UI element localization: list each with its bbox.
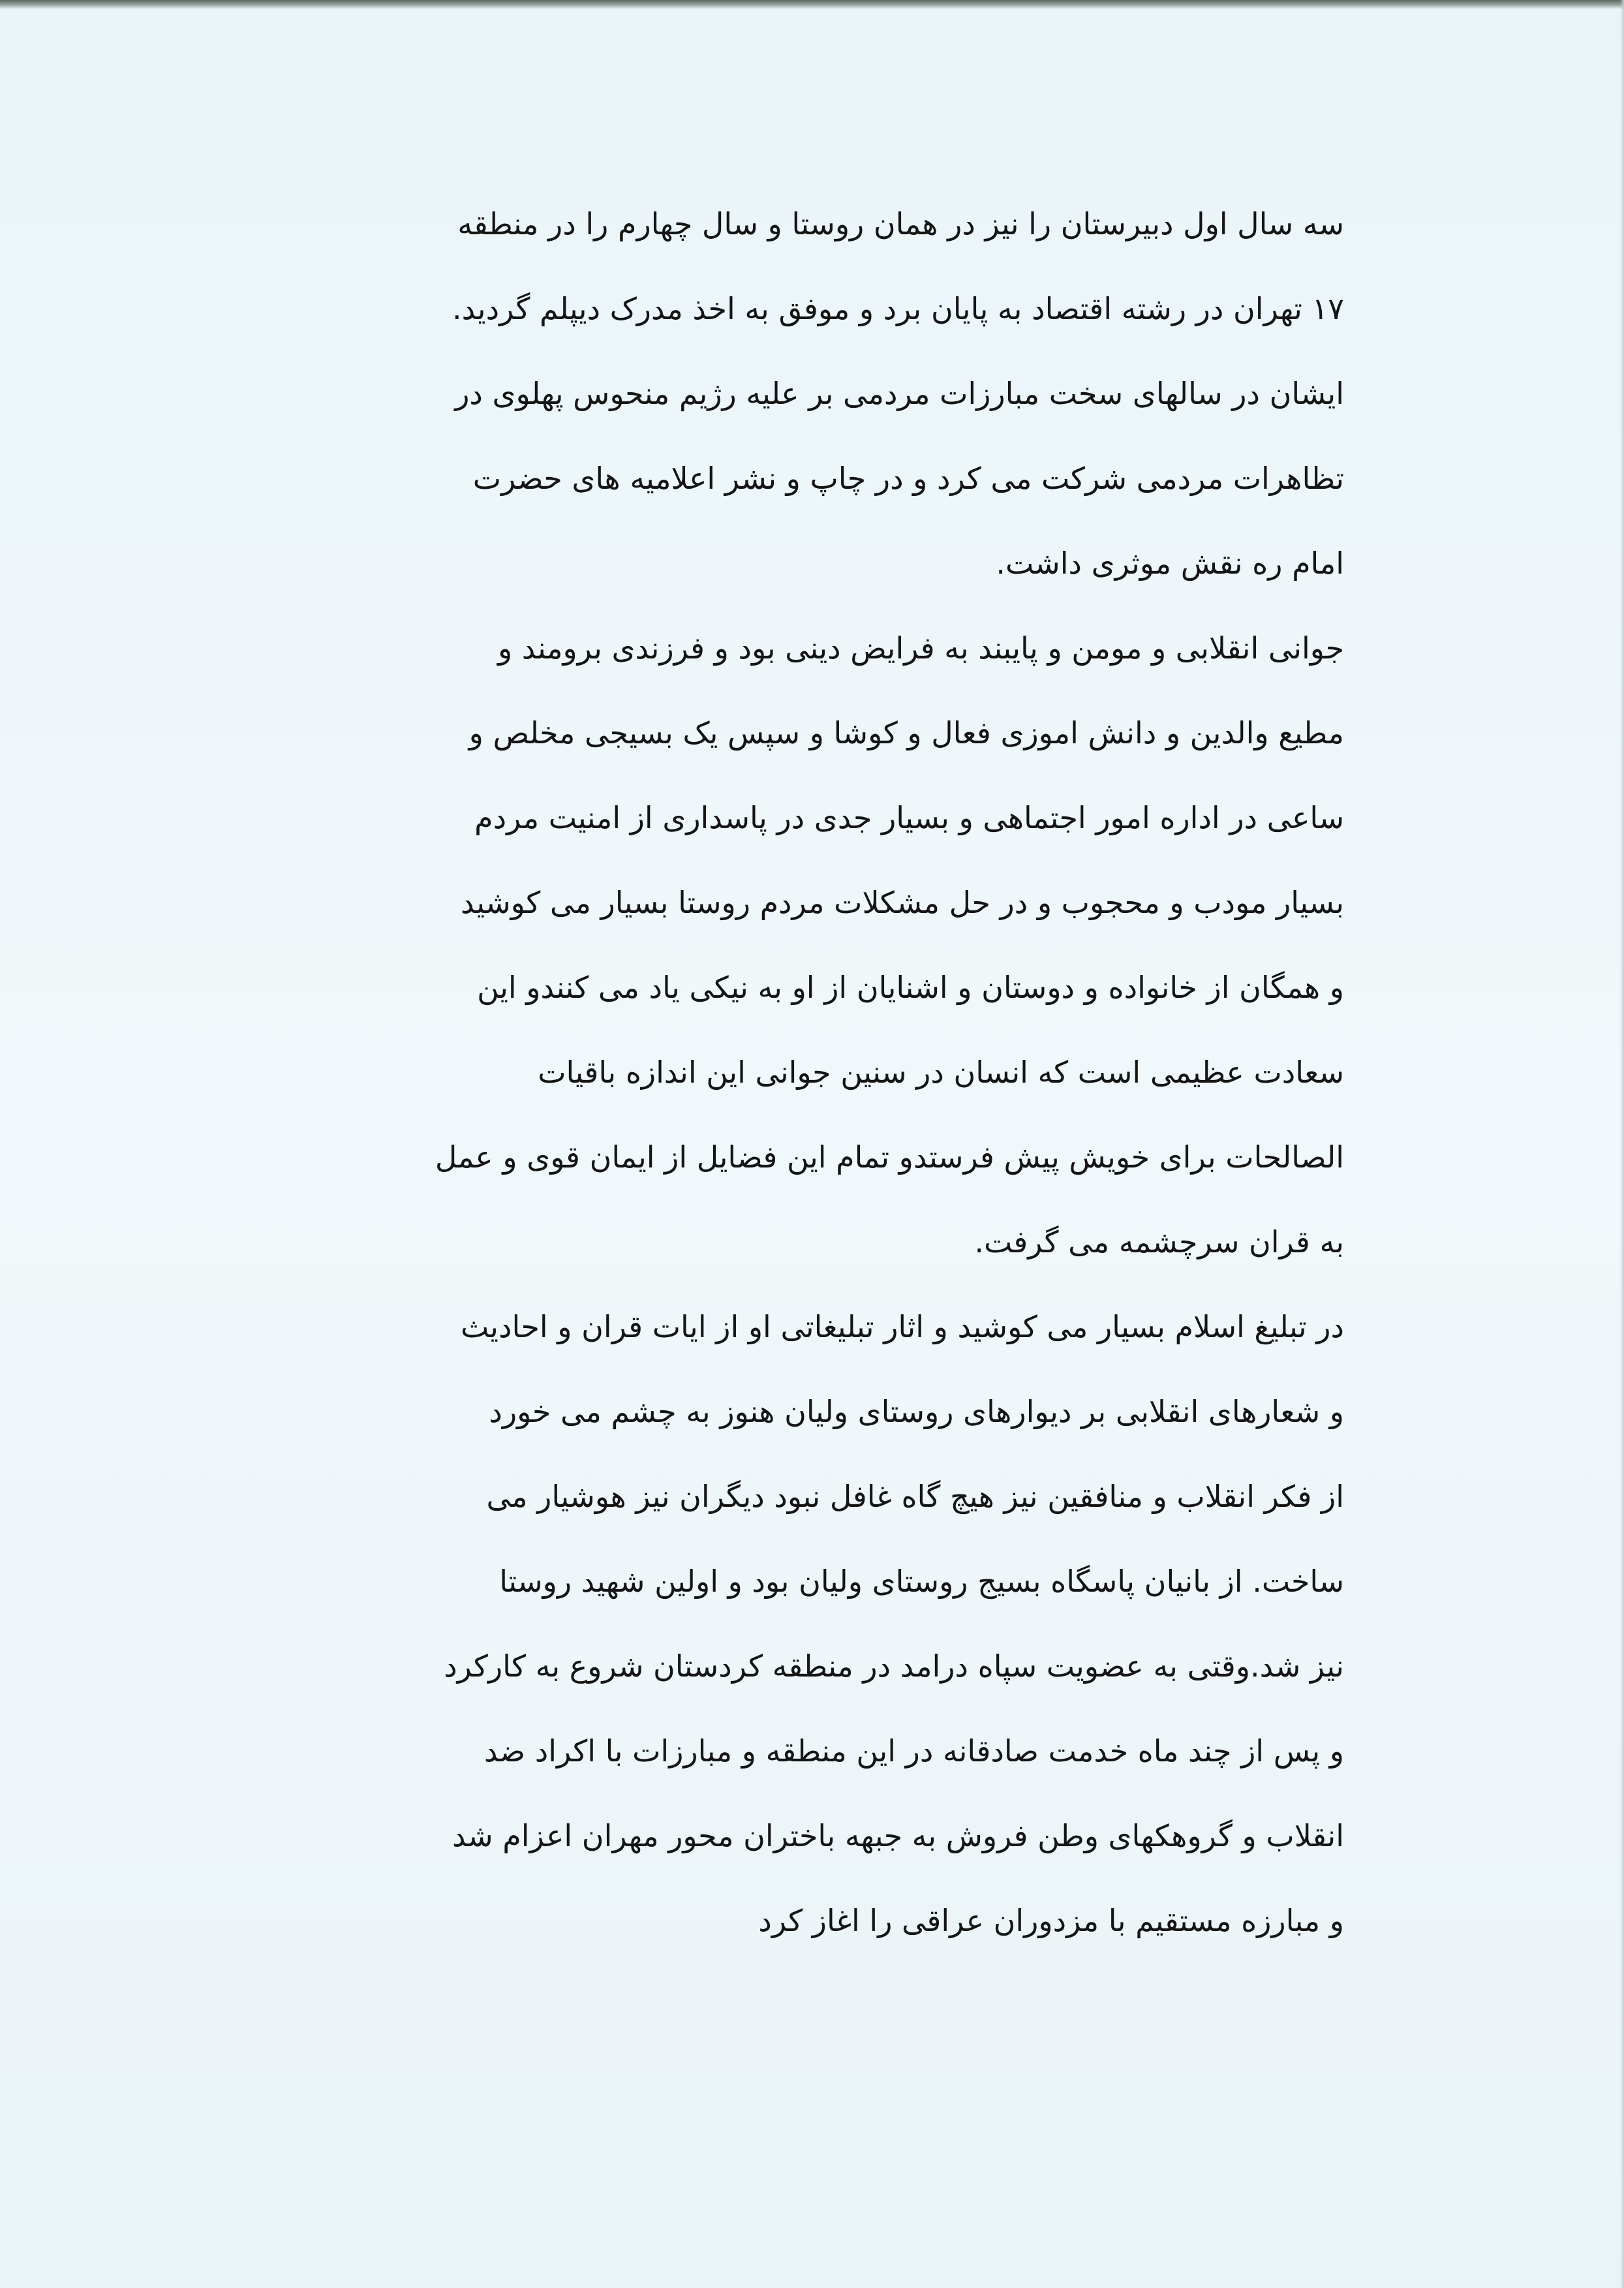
text-line: تظاهرات مردمی شرکت می کرد و در چاپ و نشر اعلامیه های حضرت: [472, 461, 1344, 496]
text-line: امام ره نقش موثری داشت.: [996, 546, 1344, 581]
text-line: ساعی در اداره امور اجتماهی و بسیار جدی در پاسداری از امنیت مردم: [474, 800, 1344, 835]
text-line: از فکر انقلاب و منافقین نیز هیچ گاه غافل نبود دیگران نیز هوشیار می: [486, 1479, 1344, 1514]
text-line: ایشان در سالهای سخت مبارزات مردمی بر علیه رژیم منحوس پهلوی در: [455, 376, 1344, 411]
text-line: جوانی انقلابی و مومن و پایبند به فرایض دینی بود و فرزندی برومند و: [497, 630, 1344, 666]
scan-top-edge: [0, 0, 1624, 9]
text-line: در تبلیغ اسلام بسیار می کوشید و اثار تبلیغاتی او از ایات قران و احادیث: [461, 1309, 1344, 1344]
text-line: به قران سرچشمه می گرفت.: [974, 1224, 1344, 1260]
body-text: [268, 181, 1344, 1963]
text-line: ساخت. از بانیان پاسگاه بسیج روستای ولیان بود و اولین شهید روستا: [499, 1564, 1344, 1599]
text-line: سعادت عظیمی است که انسان در سنین جوانی این اندازه باقیات: [538, 1055, 1344, 1090]
text-line: مطیع والدین و دانش اموزی فعال و کوشا و سپس یک بسیجی مخلص و: [468, 715, 1344, 750]
text-line: ۱۷ تهران در رشته اقتصاد به پایان برد و موفق به اخذ مدرک دیپلم گردید.: [452, 291, 1344, 326]
text-line: نیز شد.وقتی به عضویت سپاه درامد در منطقه کردستان شروع به کارکرد: [444, 1648, 1344, 1684]
scan-right-edge: [1620, 0, 1624, 2288]
text-line: سه سال اول دبیرستان را نیز در همان روستا و سال چهارم را در منطقه: [457, 206, 1344, 241]
text-line: الصالحات برای خویش پیش فرستدو تمام این فضایل از ایمان قوی و عمل: [435, 1139, 1344, 1175]
text-line: و مبارزه مستقیم با مزدوران عراقی را اغاز کرد: [758, 1903, 1344, 1938]
text-line: و شعارهای انقلابی بر دیوارهای روستای ولیان هنوز به چشم می خورد: [489, 1394, 1344, 1429]
text-line: بسیار مودب و محجوب و در حل مشکلات مردم روستا بسیار می کوشید: [461, 885, 1344, 920]
text-line: و همگان از خانواده و دوستان و اشنایان از او به نیکی یاد می کنندو این: [477, 970, 1344, 1005]
text-line: انقلاب و گروهکهای وطن فروش به جبهه باختران محور مهران اعزام شد: [452, 1818, 1344, 1853]
text-line: و پس از چند ماه خدمت صادقانه در این منطقه و مبارزات با اکراد ضد: [483, 1733, 1344, 1769]
